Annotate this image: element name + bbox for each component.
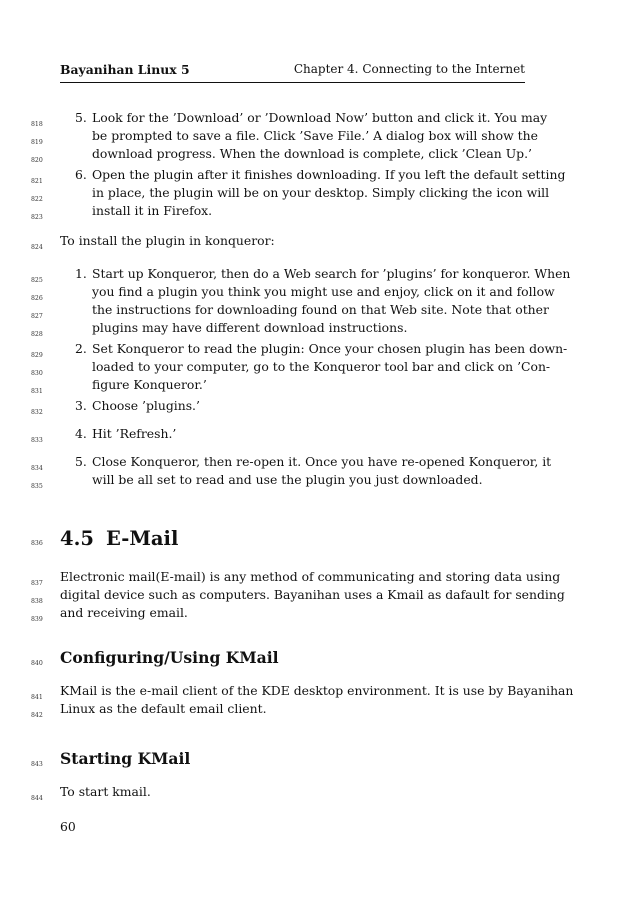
line-number: 829 — [31, 352, 43, 359]
list-item-line: Open the plugin after it finishes downloading. If you left the default setting — [92, 167, 566, 182]
header-rule — [60, 82, 525, 83]
page-number: 60 — [60, 819, 76, 834]
list-item-number: 6. — [75, 167, 87, 182]
list-item-number: 1. — [75, 266, 87, 281]
line-number: 835 — [31, 483, 43, 490]
line-number: 831 — [31, 388, 43, 395]
list-item-line: figure Konqueror.’ — [92, 377, 207, 392]
list-item-line: Start up Konqueror, then do a Web search for ’plugins’ for konqueror. When — [92, 266, 571, 281]
list-item-line: Choose ’plugins.’ — [92, 398, 200, 413]
list-item-number: 4. — [75, 426, 87, 441]
subsection-heading-starting-kmail: Starting KMail — [60, 749, 191, 768]
line-number: 841 — [31, 694, 43, 701]
subsection-heading-configuring-kmail: Configuring/Using KMail — [60, 648, 279, 667]
list-item-line: you find a plugin you think you might use and enjoy, click on it and follow — [92, 284, 555, 299]
line-number: 842 — [31, 712, 43, 719]
paragraph-line: digital device such as computers. Bayanihan uses a Kmail as dafault for sending — [60, 587, 565, 602]
paragraph-line: and receiving email. — [60, 605, 188, 620]
list-item-line: plugins may have different download instructions. — [92, 320, 408, 335]
list-item-line: will be all set to read and use the plugin you just downloaded. — [92, 472, 483, 487]
line-number: 819 — [31, 139, 43, 146]
list-item-line: Hit ’Refresh.’ — [92, 426, 177, 441]
line-number: 822 — [31, 196, 43, 203]
line-number: 837 — [31, 580, 43, 587]
paragraph-line: To start kmail. — [60, 784, 151, 799]
list-item-number: 5. — [75, 454, 87, 469]
paragraph-line: Electronic mail(E-mail) is any method of communicating and storing data using — [60, 569, 561, 584]
list-item-line: install it in Firefox. — [92, 203, 213, 218]
line-number: 839 — [31, 616, 43, 623]
list-item-line: download progress. When the download is complete, click ’Clean Up.’ — [92, 146, 532, 161]
section-title: E-Mail — [106, 527, 179, 550]
line-number: 830 — [31, 370, 43, 377]
list-item-line: Close Konqueror, then re-open it. Once you have re-opened Konqueror, it — [92, 454, 552, 469]
paragraph-line: KMail is the e-mail client of the KDE desktop environment. It is use by Bayanihan — [60, 683, 574, 698]
list-item-line: be prompted to save a file. Click ’Save File.’ A dialog box will show the — [92, 128, 538, 143]
line-number: 826 — [31, 295, 43, 302]
section-heading — [60, 527, 178, 550]
line-number: 832 — [31, 409, 43, 416]
list-item-line: the instructions for downloading found on that Web site. Note that other — [92, 302, 549, 317]
line-number: 834 — [31, 465, 43, 472]
line-number: 825 — [31, 277, 43, 284]
line-number: 840 — [31, 660, 43, 667]
list-item-number: 3. — [75, 398, 87, 413]
paragraph-line: To install the plugin in konqueror: — [60, 233, 275, 248]
paragraph-line: Linux as the default email client. — [60, 701, 267, 716]
list-item-number: 2. — [75, 341, 87, 356]
line-number: 838 — [31, 598, 43, 605]
list-item-line: loaded to your computer, go to the Konqueror tool bar and click on ’Con- — [92, 359, 551, 374]
section-number: 4.5 — [60, 527, 94, 550]
running-header-chapter: Chapter 4. Connecting to the Internet — [293, 62, 525, 76]
list-item-number: 5. — [75, 110, 87, 125]
line-number: 821 — [31, 178, 43, 185]
line-number: 833 — [31, 437, 43, 444]
list-item-line: in place, the plugin will be on your desktop. Simply clicking the icon will — [92, 185, 550, 200]
line-number: 827 — [31, 313, 43, 320]
list-item-line: Set Konqueror to read the plugin: Once your chosen plugin has been down- — [92, 341, 568, 356]
line-number: 836 — [31, 540, 43, 547]
list-item-line: Look for the ’Download’ or ’Download Now’ button and click it. You may — [92, 110, 548, 125]
line-number: 824 — [31, 244, 43, 251]
line-number: 843 — [31, 761, 43, 768]
line-number: 828 — [31, 331, 43, 338]
line-number: 820 — [31, 157, 43, 164]
running-header-title: Bayanihan Linux 5 — [60, 62, 190, 77]
line-number: 844 — [31, 795, 43, 802]
line-number: 823 — [31, 214, 43, 221]
line-number: 818 — [31, 121, 43, 128]
